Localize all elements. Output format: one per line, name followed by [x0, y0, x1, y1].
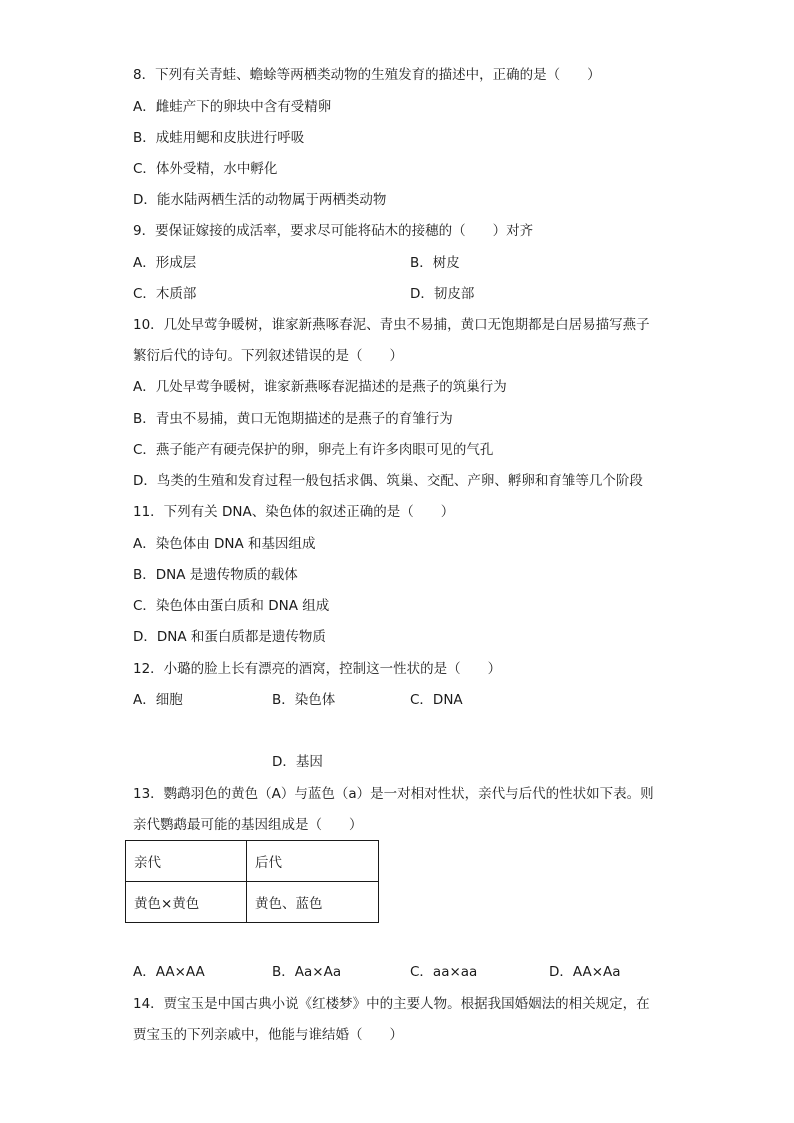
- q10-stem-line2: 繁衍后代的诗句。下列叙述错误的是（ ）: [133, 348, 403, 364]
- q13-stem-line1: 13．鹦鹉羽色的黄色（A）与蓝色（a）是一对相对性状，亲代与后代的性状如下表。则: [133, 786, 654, 802]
- genotype-table: [125, 840, 379, 923]
- table-header-row: [126, 841, 379, 882]
- q10-option-c: C．燕子能产有硬壳保护的卵，卵壳上有许多肉眼可见的气孔: [133, 442, 494, 458]
- q10-stem-line1: 10．几处早莺争暖树，谁家新燕啄春泥、青虫不易捕，黄口无饱期都是白居易描写燕子: [133, 317, 650, 333]
- q8-option-b: B．成蛙用鳃和皮肤进行呼吸: [133, 130, 305, 146]
- q13-stem-line2: 亲代鹦鹉最可能的基因组成是（ ）: [133, 817, 363, 833]
- q12-stem: 12．小璐的脸上长有漂亮的酒窝，控制这一性状的是（ ）: [133, 661, 502, 677]
- q9-option-b: B．树皮: [410, 255, 460, 271]
- table-cell: 黄色×黄色: [126, 882, 247, 923]
- q13-option-b: B．Aa×Aa: [272, 964, 342, 980]
- q9-option-c: C．木质部: [133, 286, 197, 302]
- q12-option-d: D．基因: [272, 754, 323, 770]
- q11-option-a: A．染色体由 DNA 和基因组成: [133, 536, 316, 552]
- q13-option-d: D．AA×Aa: [549, 964, 621, 980]
- q10-option-b: B．青虫不易捕，黄口无饱期描述的是燕子的育雏行为: [133, 411, 453, 427]
- q9-option-d: D．韧皮部: [410, 286, 475, 302]
- table-row: [126, 882, 379, 923]
- q8-option-d: D．能水陆两栖生活的动物属于两栖类动物: [133, 192, 387, 208]
- q11-stem: 11．下列有关 DNA、染色体的叙述正确的是（ ）: [133, 504, 455, 520]
- table-header-cell: 后代: [247, 841, 379, 882]
- q11-option-d: D．DNA 和蛋白质都是遗传物质: [133, 629, 326, 645]
- q14-stem-line2: 贾宝玉的下列亲戚中，他能与谁结婚（ ）: [133, 1027, 403, 1043]
- q9-option-a: A．形成层: [133, 255, 197, 271]
- q12-option-b: B．染色体: [272, 692, 336, 708]
- q12-option-a: A．细胞: [133, 692, 183, 708]
- table-cell: 黄色、蓝色: [247, 882, 379, 923]
- q9-stem: 9．要保证嫁接的成活率，要求尽可能将砧木的接穗的（ ）对齐: [133, 223, 534, 239]
- q14-stem-line1: 14．贾宝玉是中国古典小说《红楼梦》中的主要人物。根据我国婚姻法的相关规定，在: [133, 996, 650, 1012]
- table-header-cell: 亲代: [126, 841, 247, 882]
- q11-option-b: B．DNA 是遗传物质的载体: [133, 567, 298, 583]
- q8-option-a: A．雌蛙产下的卵块中含有受精卵: [133, 99, 332, 115]
- q8-option-c: C．体外受精，水中孵化: [133, 161, 278, 177]
- q8-stem: 8．下列有关青蛙、蟾蜍等两栖类动物的生殖发育的描述中，正确的是（ ）: [133, 67, 601, 83]
- q10-option-a: A．几处早莺争暖树，谁家新燕啄春泥描述的是燕子的筑巢行为: [133, 379, 507, 395]
- q13-option-c: C．aa×aa: [410, 964, 478, 980]
- q12-option-c: C．DNA: [410, 692, 463, 708]
- q11-option-c: C．染色体由蛋白质和 DNA 组成: [133, 598, 330, 614]
- q10-option-d: D．鸟类的生殖和发育过程一般包括求偶、筑巢、交配、产卵、孵卵和育雏等几个阶段: [133, 473, 643, 489]
- q13-option-a: A．AA×AA: [133, 964, 205, 980]
